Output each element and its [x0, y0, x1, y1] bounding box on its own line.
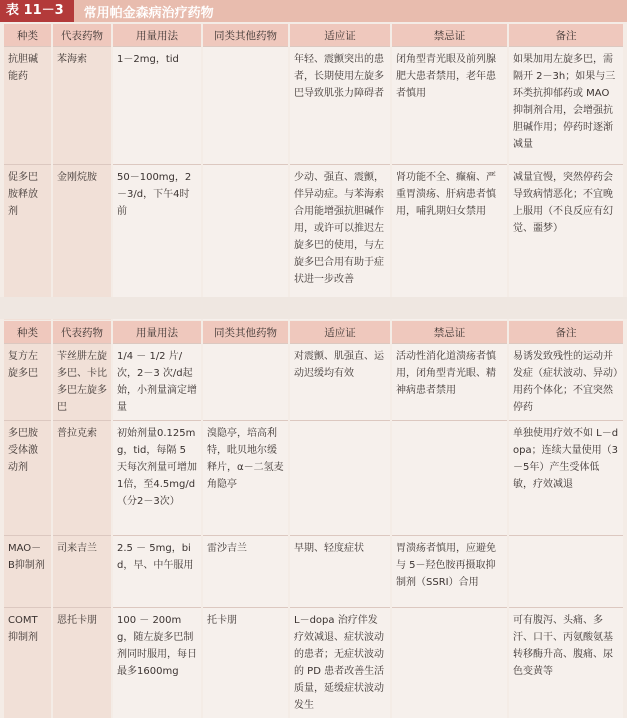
table-cell: COMT抑制剂 — [4, 608, 52, 718]
table-cell: 普拉克索 — [52, 421, 112, 536]
table-title: 常用帕金森病治疗药物 — [84, 2, 214, 21]
table-cell: 2.5 － 5mg，bid，早、中午服用 — [112, 536, 202, 608]
table-title-bar — [0, 0, 627, 22]
table-cell: 促多巴胺释放剂 — [4, 165, 52, 320]
table-cell: 年轻、震颤突出的患者，长期使用左旋多巴导致肌张力障碍者 — [289, 47, 391, 165]
column-header: 适应证 — [289, 24, 391, 47]
table-cell: 闭角型青光眼及前列腺肥大患者禁用，老年患者慎用 — [391, 47, 508, 165]
column-header: 备注 — [508, 321, 623, 344]
table-cell: 单独使用疗效不如 L－dopa；连续大量使用（3－5年）产生受体低敏，疗效减退 — [508, 421, 623, 536]
table-cell: 1－2mg，tid — [112, 47, 202, 165]
table-cell: 初始剂量0.125mg，tid，每隔 5 天每次剂量可增加1倍，至4.5mg/d（分2－3次） — [112, 421, 202, 536]
table-cell: 100 － 200mg，随左旋多巴制剂同时服用，每日最多1600mg — [112, 608, 202, 718]
table-cell: 50－100mg，2－3/d，下午4时前 — [112, 165, 202, 320]
table-cell: 胃溃疡者慎用，应避免与 5－羟色胺再摄取抑制剂（SSRI）合用 — [391, 536, 508, 608]
table-cell: 抗胆碱能药 — [4, 47, 52, 165]
header-row — [4, 321, 623, 344]
table-cell: 苯海索 — [52, 47, 112, 165]
table-cell: 对震颤、肌强直、运动迟缓均有效 — [289, 344, 391, 421]
table-cell: 雷沙吉兰 — [202, 536, 289, 608]
table-cell: 复方左旋多巴 — [4, 344, 52, 421]
table-row — [4, 344, 623, 421]
table-row — [4, 421, 623, 536]
table-cell: 溴隐亭，培高利特，吡贝地尔缓释片，α－二氢麦角隐亭 — [202, 421, 289, 536]
column-header: 种类 — [4, 321, 52, 344]
table-cell: 金刚烷胺 — [52, 165, 112, 320]
table-cell — [202, 344, 289, 421]
column-header: 同类其他药物 — [202, 24, 289, 47]
column-header: 适应证 — [289, 321, 391, 344]
column-header: 禁忌证 — [391, 321, 508, 344]
section-gap — [0, 297, 627, 319]
column-header: 用量用法 — [112, 321, 202, 344]
column-header: 代表药物 — [52, 24, 112, 47]
table-cell — [508, 536, 623, 608]
table-cell: 少动、强直、震颤，伴异动症。与苯海索合用能增强抗胆碱作用，或许可以推迟左旋多巴的使用，与左旋多巴合用有助于症状进一步改善 — [289, 165, 391, 320]
column-header: 备注 — [508, 24, 623, 47]
header-row — [4, 24, 623, 47]
table-cell: MAO－B抑制剂 — [4, 536, 52, 608]
column-header: 用量用法 — [112, 24, 202, 47]
drug-table-part-2 — [4, 321, 623, 718]
table-cell: 苄丝肼左旋多巴、卡比多巴左旋多巴 — [52, 344, 112, 421]
table-row — [4, 47, 623, 165]
table-cell: 减量宜慢，突然停药会导致病情恶化；不宜晚上服用（不良反应有幻觉、噩梦） — [508, 165, 623, 320]
table-cell: 可有腹泻、头痛、多汗、口干、丙氨酸氨基转移酶升高、腹痛、尿色变黄等 — [508, 608, 623, 718]
table-cell: 托卡朋 — [202, 608, 289, 718]
drug-table-part-1 — [4, 24, 623, 320]
table-cell — [391, 421, 508, 536]
table-cell: 多巴胺受体激动剂 — [4, 421, 52, 536]
table-cell — [202, 47, 289, 165]
table-number: 表 11－3 — [0, 0, 74, 22]
table-cell: L－dopa 治疗伴发疗效减退、症状波动的患者；无症状波动的 PD 患者改善生活质量，延缓症状波动发生 — [289, 608, 391, 718]
table-cell — [289, 421, 391, 536]
table-cell: 1/4 － 1/2 片/次，2－3 次/d起始，小剂量滴定增量 — [112, 344, 202, 421]
table-cell: 肾功能不全、癫痫、严重胃溃疡、肝病患者慎用，哺乳期妇女禁用 — [391, 165, 508, 320]
table-row — [4, 536, 623, 608]
table-row — [4, 608, 623, 718]
column-header: 代表药物 — [52, 321, 112, 344]
table-cell: 早期、轻度症状 — [289, 536, 391, 608]
table-cell: 如果加用左旋多巴，需隔开 2－3h；如果与三环类抗抑郁药或 MAO 抑制剂合用，会增强抗胆碱作用；停药时逐渐减量 — [508, 47, 623, 165]
column-header: 禁忌证 — [391, 24, 508, 47]
table-cell — [391, 608, 508, 718]
column-header: 种类 — [4, 24, 52, 47]
table-cell: 易诱发致残性的运动并发症（症状波动、异动）用药个体化；不宜突然停药 — [508, 344, 623, 421]
table-cell: 司来吉兰 — [52, 536, 112, 608]
column-header: 同类其他药物 — [202, 321, 289, 344]
table-cell: 活动性消化道溃疡者慎用，闭角型青光眼、精神病患者禁用 — [391, 344, 508, 421]
table-cell: 恩托卡朋 — [52, 608, 112, 718]
